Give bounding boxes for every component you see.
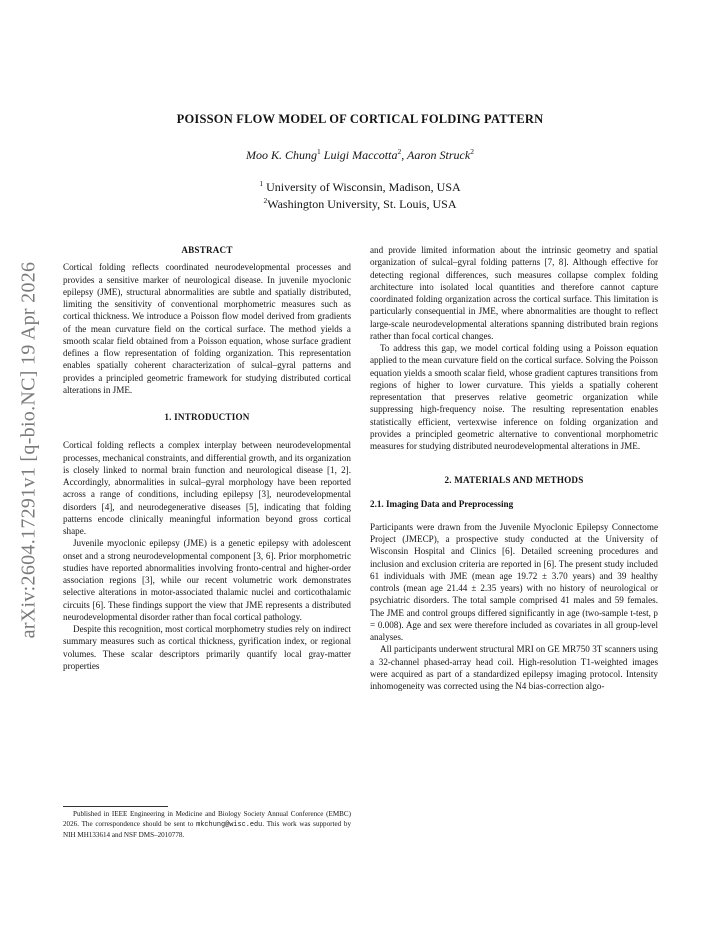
footnote-text: . This work was supported by NIH MH133614 and NSF DMS–2010778.	[63, 819, 351, 839]
affiliation	[90, 179, 630, 195]
right-column	[370, 244, 658, 692]
body-paragraph: All participants underwent structural MRI on GE MR750 3T scanners using a 32-channel phased-array head coil. High-resolution T1-weighted images were acquired as part of a standardized epilepsy imaging protocol. Intensity inhomogeneity was corrected using the N4 bias-correction algo-	[370, 644, 658, 691]
methods-heading: 2. MATERIALS AND METHODS	[444, 475, 584, 486]
introduction-heading: 1. INTRODUCTION	[164, 412, 250, 422]
left-column	[63, 244, 351, 672]
footnote-text: Published in IEEE Engineering in Medicine and Biology Society Annual Conference (EMBC) 2026. The correspondence should be sent to	[63, 810, 351, 828]
footnote-rule	[63, 806, 168, 807]
body-paragraph: and provide limited information about the intrinsic geometry and spatial organization of sulcal–gyral folding patterns [7, 8]. Although effective for detecting regional differences, such measures collapse complex folding architecture into isolated local quantities and therefore cannot capture coordinated folding organization across the cortical surface. This limitation is particularly consequential in JME, where abnormalities are thought to reflect large-scale neurodevelopmental alterations spanning distributed brain regions rather than focal cortical changes.	[370, 245, 658, 341]
body-paragraph: Cortical folding reflects a complex interplay between neurodevelopmental processes, mechanical constraints, and differential growth, and its organization is closely linked to normal brain function and neurological disease [1, 2]. Accordingly, abnormalities in sulcal–gyral morphology have been reported across a range of conditions, including epilepsy [3], neurodevelopmental disorders [4], and neurodegenerative diseases [5], indicating that folding patterns encode clinically meaningful information beyond gross cortical shape.	[63, 440, 351, 536]
body-paragraph: Participants were drawn from the Juvenile Myoclonic Epilepsy Connectome Project (JMECP), a prospective study conducted at the University of Wisconsin Hospital and Clinics [6]. Detailed screening procedures and inclusion and exclusion criteria are reported in [6]. The present study included 61 individuals with JME (mean age 19.72 ± 3.70 years) and 39 healthy controls (mean age 21.44 ± 2.35 years) with no history of neurological or psychiatric disorders. The total sample comprised 41 males and 59 females. The JME and control groups differed significantly in age (two-sample t-test, p = 0.008). Age and sex were therefore included as covariates in all group-level analyses.	[370, 521, 658, 642]
abstract-heading: ABSTRACT	[181, 245, 233, 255]
author-affil-mark: 2	[470, 147, 474, 156]
affiliation	[90, 196, 630, 212]
author-name: Aaron Struck	[407, 148, 471, 162]
abstract-text: Cortical folding reflects coordinated neurodevelopmental processes and provides a sensitive marker of neurological disease. In juvenile myoclonic epilepsy (JME), structural abnormalities are subtle and spatially distributed, limiting the sensitivity of conventional morphometric measures such as cortical thickness. We introduce a Poisson flow model derived from gradients of the mean curvature field on the cortical surface. The method yields a smooth scalar field obtained from a Poisson equation, whose surface gradient defines a flow representation of folding organization. This representation enables spatially coherent characterization of sulcal–gyral patterns and provides a principled geometric framework for studying distributed cortical alterations in JME.	[63, 262, 351, 395]
footnote-email: mkchung@wisc.edu	[196, 820, 263, 829]
body-paragraph: Juvenile myoclonic epilepsy (JME) is a genetic epilepsy with adolescent onset and a strong neurodevelopmental component [3, 6]. Prior morphometric studies have reported abnormalities involving fronto-central and higher-order association regions [3], while our recent volumetric work demonstrates selective alterations in motor-associated thalamic nuclei and corticothalamic circuits [6]. These findings support the view that JME represents a distributed neurodevelopmental disorder rather than focal cortical pathology.	[63, 538, 351, 622]
affil-mark: 1	[259, 179, 264, 188]
paper-title: POISSON FLOW MODEL OF CORTICAL FOLDING PATTERN	[176, 112, 544, 126]
affil-text: Washington University, St. Louis, USA	[267, 197, 457, 211]
author-affil-mark: 2	[397, 147, 402, 156]
author-list: Moo K. Chung$^1$ Luigi Maccotta$^2$, Aaron Struck$^2$	[246, 147, 474, 162]
body-paragraph: Despite this recognition, most cortical morphometry studies rely on indirect summary measures such as cortical thickness, gyrification index, or regional volumes. These scalar descriptors primarily quantify local gray-matter properties	[63, 624, 351, 671]
methods-subheading: 2.1. Imaging Data and Preprocessing	[370, 498, 514, 509]
affil-mark: 2	[263, 196, 268, 205]
author-name: Moo K. Chung	[246, 148, 318, 162]
author-name: Luigi Maccotta	[323, 148, 398, 162]
arxiv-watermark	[4, 200, 54, 700]
body-paragraph: To address this gap, we model cortical folding using a Poisson equation applied to the mean curvature field on the cortical surface. Solving the Poisson equation yields a smooth scalar field, whose gradient captures transitions from regions of higher to lower curvature. This yields a spatially coherent representation that preserves relative geometric organization while suppressing high-frequency noise. The resulting representation enables statistically efficient, vertexwise inference on folding organization and provides a principled geometric alternative to conventional morphometric measures for studying distributed neurodevelopmental alterations in JME.	[370, 343, 658, 451]
affil-text: University of Wisconsin, Madison, USA	[263, 180, 461, 194]
author-affil-mark: 1	[317, 147, 321, 156]
arxiv-identifier: arXiv:2604.17291v1 [q-bio.NC] 19 Apr 2026	[17, 261, 40, 639]
footnote	[63, 810, 351, 840]
